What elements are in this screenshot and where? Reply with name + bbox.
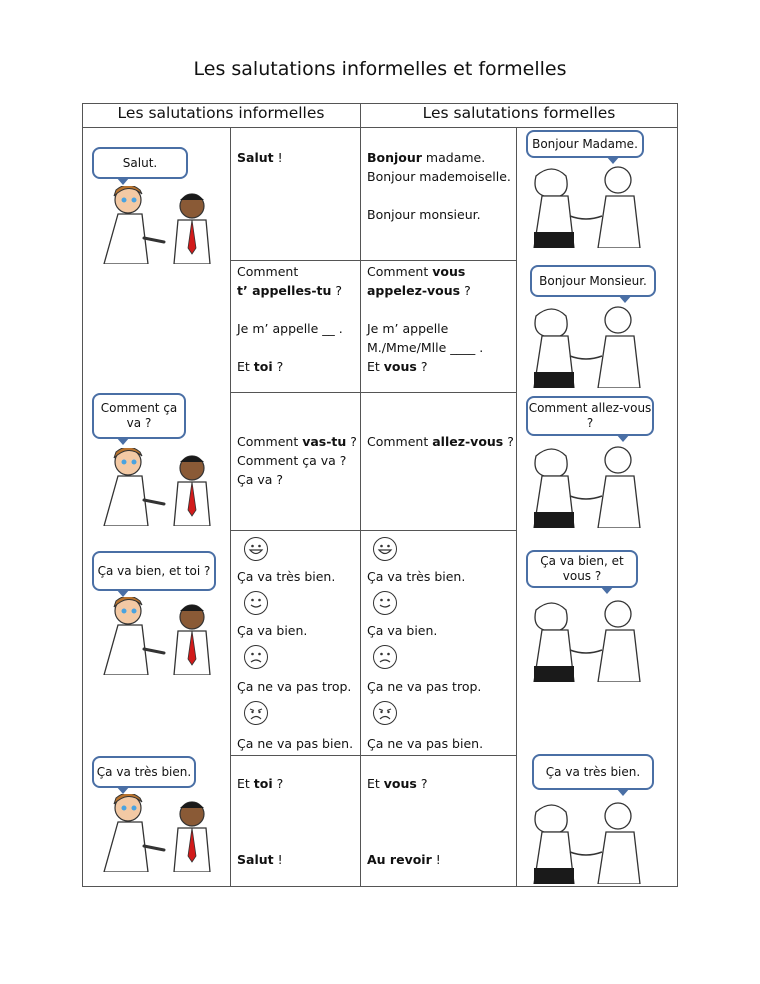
line-je-m-appelle: Je m’ appelle __ .	[237, 321, 343, 336]
column-divider	[230, 127, 231, 887]
word-au-revoir: Au revoir	[367, 852, 432, 867]
bubble-text: Ça va très bien.	[96, 764, 192, 779]
word-salut: Salut	[237, 150, 274, 165]
row-divider	[230, 530, 516, 531]
word-et: Et	[237, 776, 254, 791]
cell-informal-bye	[237, 774, 283, 793]
line-mademoiselle: Bonjour mademoiselle.	[367, 169, 511, 184]
cell-formal-hello	[367, 148, 511, 224]
word-vous: vous	[432, 264, 466, 279]
very-happy-face-icon	[244, 537, 268, 561]
boys-greeting-illustration	[100, 448, 220, 526]
speech-bubble	[92, 147, 188, 179]
speech-bubble	[526, 550, 638, 588]
word-appelez-vous: appelez-vous	[367, 283, 461, 298]
word-bonjour: Bonjour	[367, 150, 422, 165]
answer-bien: Ça va bien.	[367, 623, 438, 638]
sad-face-icon	[244, 645, 268, 669]
word-toi: toi	[253, 776, 273, 791]
cell-informal-how	[237, 432, 357, 489]
speech-bubble	[526, 130, 644, 158]
cell-informal-name	[237, 262, 343, 376]
word-comment: Comment	[237, 264, 299, 279]
cell-formal-bye	[367, 774, 427, 793]
word-et: Et	[367, 776, 384, 791]
punct: ?	[460, 283, 471, 298]
word-comment: Comment	[237, 434, 303, 449]
bubble-text: Ça va bien, et toi ?	[97, 563, 211, 578]
cell-informal-salut	[237, 850, 283, 869]
bubble-text: Salut.	[122, 155, 158, 170]
row-divider	[230, 755, 516, 756]
adults-handshake-illustration	[526, 302, 650, 388]
happy-face-icon	[244, 591, 268, 615]
word-vous: vous	[383, 776, 417, 791]
boys-greeting-illustration	[100, 597, 220, 675]
bubble-text: Ça va bien, et vous ?	[540, 554, 624, 583]
punct: ?	[416, 776, 428, 791]
bubble-text: Ça va très bien.	[545, 764, 641, 779]
adults-handshake-illustration	[526, 798, 650, 884]
word-allez-vous: allez-vous	[432, 434, 504, 449]
word-vous: vous	[383, 359, 417, 374]
punct: !	[273, 150, 283, 165]
word-comment: Comment	[367, 434, 433, 449]
cell-formal-au-revoir	[367, 850, 441, 869]
bubble-text: Comment ça va ?	[100, 401, 178, 430]
answer-pas-trop: Ça ne va pas trop.	[237, 679, 352, 694]
happy-face-icon	[373, 591, 397, 615]
speech-bubble	[92, 393, 186, 439]
adults-handshake-illustration	[526, 596, 650, 682]
punct: ?	[272, 776, 284, 791]
bubble-text: Bonjour Monsieur.	[539, 273, 647, 288]
header-formal: Les salutations formelles	[422, 104, 616, 122]
word-et: Et	[237, 359, 254, 374]
answer-pas-bien: Ça ne va pas bien.	[367, 736, 484, 751]
word-toi: toi	[253, 359, 273, 374]
word-salut: Salut	[237, 852, 274, 867]
answer-pas-trop: Ça ne va pas trop.	[367, 679, 482, 694]
page-title: Les salutations informelles et formelles	[193, 58, 567, 80]
adults-handshake-illustration	[526, 442, 650, 528]
answer-pas-bien: Ça ne va pas bien.	[237, 736, 354, 751]
bubble-text: Bonjour Madame.	[532, 136, 638, 151]
punct: ?	[346, 434, 357, 449]
column-divider	[360, 103, 361, 887]
header-informal: Les salutations informelles	[117, 104, 325, 122]
punct: ?	[272, 359, 284, 374]
word-comment: Comment	[367, 264, 433, 279]
cell-formal-name	[367, 262, 483, 376]
row-divider	[230, 260, 516, 261]
punct: !	[431, 852, 441, 867]
speech-bubble	[526, 396, 654, 436]
header-divider	[82, 127, 678, 128]
word-madame: madame.	[421, 150, 486, 165]
answer-tres-bien: Ça va très bien.	[367, 569, 466, 584]
punct: ?	[503, 434, 514, 449]
speech-bubble	[92, 756, 196, 788]
speech-bubble	[530, 265, 656, 297]
line-monsieur: Bonjour monsieur.	[367, 207, 481, 222]
cell-formal-how	[367, 432, 514, 451]
punct: ?	[331, 283, 343, 298]
punct: ?	[416, 359, 428, 374]
answer-bien: Ça va bien.	[237, 623, 308, 638]
very-sad-face-icon	[373, 701, 397, 725]
punct: !	[273, 852, 283, 867]
answer-tres-bien: Ça va très bien.	[237, 569, 336, 584]
word-vas-tu: vas-tu	[302, 434, 347, 449]
boys-greeting-illustration	[100, 186, 220, 264]
sad-face-icon	[373, 645, 397, 669]
boys-greeting-illustration	[100, 794, 220, 872]
row-divider	[230, 392, 516, 393]
cell-informal-hello	[237, 148, 283, 167]
speech-bubble	[92, 551, 216, 591]
bubble-text: Comment allez-vous ?	[528, 401, 652, 430]
line-je-m-appelle: Je m’ appelle	[367, 321, 449, 336]
line-comment-ca-va: Comment ça va ?	[237, 453, 347, 468]
column-divider	[516, 127, 517, 887]
line-ca-va: Ça va ?	[237, 472, 284, 487]
speech-bubble	[532, 754, 654, 790]
adults-handshake-illustration	[526, 162, 650, 248]
word-appelles-tu: t’ appelles-tu	[237, 283, 332, 298]
word-et: Et	[367, 359, 384, 374]
line-titles: M./Mme/Mlle ____ .	[367, 340, 484, 355]
very-happy-face-icon	[373, 537, 397, 561]
very-sad-face-icon	[244, 701, 268, 725]
